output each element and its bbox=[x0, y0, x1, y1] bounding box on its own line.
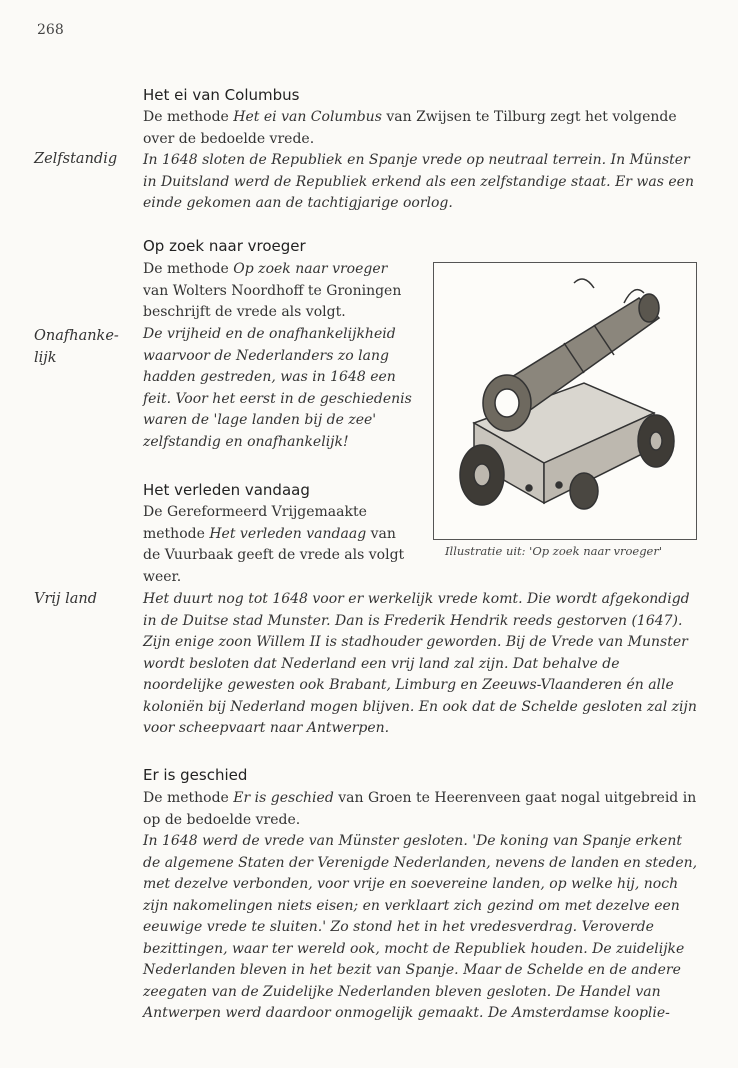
cannon-illustration bbox=[433, 262, 697, 540]
margin-note-onafhankelijk-1: Onafhanke- bbox=[34, 328, 119, 344]
cannon-icon bbox=[434, 263, 696, 539]
section-title-op-zoek-naar-vroeger: Op zoek naar vroeger bbox=[143, 237, 306, 255]
section-title-het-ei-van-columbus: Het ei van Columbus bbox=[143, 86, 300, 104]
section4-intro: De methode Er is geschied van Groen te Heerenveen gaat nogal uitgebreid in op de bedoelde vrede. bbox=[143, 790, 697, 828]
section3-intro: De Gereformeerd Vrijgemaakte methode Het verleden vandaag van de Vuurbaak geeft de vrede als volgt weer. bbox=[143, 504, 405, 585]
section4-quote: In 1648 werd de vrede van Münster gesloten. 'De koning van Spanje erkent de algemene Staten der Verenigde Nederlanden, nevens de landen en steden, met dezelve verbonden, voor vrije en soevereine landen, op welke hij, noch zijn nakomelingen niets eisen; en verklaart zich gezind om met dezelve een eeuwige vrede te sluiten.' Zo stond het in het vredesverdrag. Veroverde bezittingen, waar ter wereld ook, mocht de Republiek houden. De zuidelijke Nederlanden bleven in het bezit van Spanje. Maar de Schelde en de andere zeegaten van de Zuidelijke Nederlanden bleven gesloten. De Handel van Antwerpen werd daardoor onmogelijk gemaakt. De Amsterdamse kooplie- bbox=[143, 833, 698, 1021]
margin-note-zelfstandig: Zelfstandig bbox=[34, 151, 118, 167]
margin-note-vrij-land: Vrij land bbox=[34, 591, 98, 607]
section-title-het-verleden-vandaag: Het verleden vandaag bbox=[143, 481, 310, 499]
section1-quote: In 1648 sloten de Republiek en Spanje vrede op neutraal terrein. In Münster in Duitsland werd de Republiek erkend als een zelfstandige staat. Er was een einde gekomen aan de tachtigjarige oorlog. bbox=[143, 152, 694, 211]
section1-intro: De methode Het ei van Columbus van Zwijsen te Tilburg zegt het volgende over de bedoelde vrede. bbox=[143, 109, 677, 147]
section2-quote: De vrijheid en de onafhankelijkheid waarvoor de Nederlanders zo lang hadden gestreden, was in 1648 een feit. Voor het eerst in de geschiedenis waren de 'lage landen bij de zee' zelfstandig en onafhankelijk! bbox=[143, 326, 412, 450]
figure-caption: Illustratie uit: 'Op zoek naar vroeger' bbox=[445, 544, 663, 558]
section3-quote: Het duurt nog tot 1648 voor er werkelijk vrede komt. Die wordt afgekondigd in de Duitse stad Munster. Dan is Frederik Hendrik reeds gestorven (1647). Zijn enige zoon Willem II is stadhouder geworden. Bij de Vrede van Munster wordt besloten dat Nederland een vrij land zal zijn. Dat behalve de noordelijke gewesten ook Brabant, Limburg en Zeeuws-Vlaanderen én alle koloniën bij Nederland mogen blijven. En ook dat de Schelde gesloten zal zijn voor scheepvaart naar Antwerpen. bbox=[143, 591, 697, 736]
page-number: 268 bbox=[37, 22, 64, 38]
section-title-er-is-geschied: Er is geschied bbox=[143, 766, 248, 784]
margin-note-onafhankelijk-2: lijk bbox=[34, 350, 57, 366]
section2-intro: De methode Op zoek naar vroeger van Wolters Noordhoff te Groningen beschrijft de vrede als volgt. bbox=[143, 261, 402, 320]
